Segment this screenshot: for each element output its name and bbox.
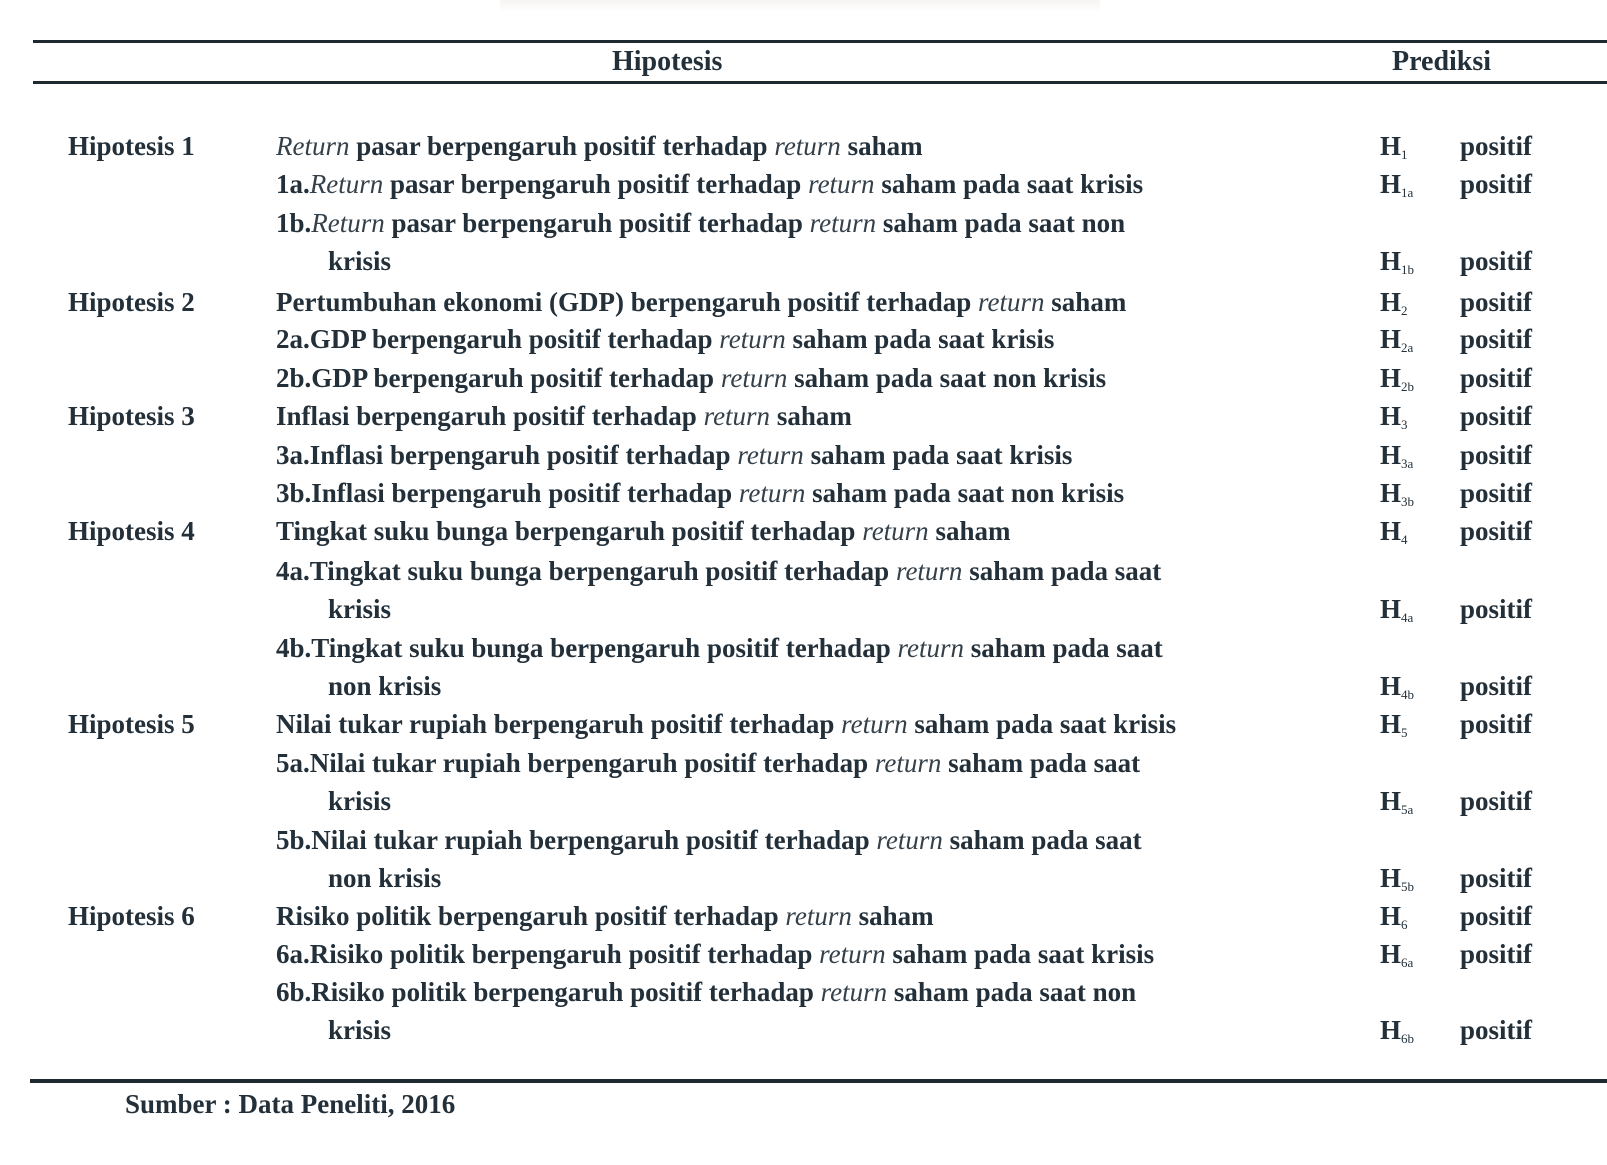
hypothesis-code-subscript: 2a — [1401, 340, 1414, 355]
sub-hypothesis-number: 3b. — [276, 478, 312, 508]
statement-text-end: saham — [928, 516, 1011, 546]
hypothesis-code-base: H — [1380, 594, 1402, 624]
prediction-value: positif — [1460, 863, 1533, 893]
table-bottom-rule — [30, 1079, 1607, 1083]
prediction-value: positif — [1460, 516, 1533, 546]
hypothesis-statement — [276, 436, 1336, 474]
statement-text: Nilai tukar rupiah berpengaruh positif terhadap — [309, 748, 875, 778]
hypothesis-code — [1380, 1011, 1414, 1058]
table-top-rule — [33, 40, 1607, 43]
statement-continuation: non krisis — [328, 671, 442, 701]
italic-term: return — [862, 516, 929, 546]
italic-term: return — [785, 901, 852, 931]
hypothesis-code-subscript: 1b — [1401, 262, 1415, 277]
hypothesis-code-subscript: 5a — [1401, 802, 1414, 817]
sub-hypothesis-number: 5b. — [276, 825, 312, 855]
italic-term: Return — [311, 208, 385, 238]
statement-text: Risiko politik berpengaruh positif terhadap — [276, 901, 786, 931]
prediction-value: positif — [1460, 1015, 1533, 1045]
prediction-value: positif — [1460, 324, 1533, 354]
statement-text-end: saham — [851, 901, 934, 931]
statement-continuation: non krisis — [328, 863, 442, 893]
italic-term: return — [808, 169, 875, 199]
hypothesis-code — [1380, 705, 1408, 752]
hypothesis-code — [1380, 935, 1413, 982]
italic-term: return — [895, 556, 963, 586]
statement-text-end: saham pada saat non — [876, 208, 1126, 238]
prediction-value: positif — [1460, 671, 1533, 701]
statement-text: pasar berpengaruh positif terhadap — [384, 208, 810, 238]
italic-term: return — [841, 709, 908, 739]
prediction-value: positif — [1460, 478, 1533, 508]
italic-term: return — [819, 939, 886, 969]
statement-text-end: saham pada saat — [942, 825, 1142, 855]
hypothesis-code-subscript: 4a — [1401, 610, 1414, 625]
table-source-note: Sumber : Data Peneliti, 2016 — [125, 1089, 456, 1119]
column-header-hypothesis: Hipotesis — [612, 46, 723, 77]
hypothesis-code-base: H — [1380, 169, 1402, 199]
italic-term: return — [774, 131, 841, 161]
prediction-value: positif — [1460, 169, 1533, 199]
hypothesis-label: Hipotesis 3 — [68, 401, 195, 431]
prediction-value: positif — [1460, 786, 1533, 816]
prediction-value: positif — [1460, 440, 1533, 470]
hypothesis-statement — [276, 552, 1336, 628]
hypothesis-code-subscript: 2b — [1401, 379, 1415, 394]
statement-text: Tingkat suku bunga berpengaruh positif terhadap — [311, 633, 898, 663]
hypothesis-statement — [276, 705, 1336, 743]
hypothesis-code-base: H — [1380, 287, 1402, 317]
hypothesis-code-subscript: 3b — [1401, 494, 1415, 509]
sub-hypothesis-number: 6a. — [276, 939, 310, 969]
table-header-rule — [33, 81, 1607, 84]
hypothesis-code-subscript: 5 — [1401, 725, 1408, 740]
hypothesis-label: Hipotesis 1 — [68, 131, 195, 161]
hypothesis-statement — [276, 973, 1336, 1049]
hypothesis-statement — [276, 744, 1336, 820]
italic-term: return — [719, 324, 786, 354]
sub-hypothesis-number: 6b. — [276, 977, 312, 1007]
hypothesis-label: Hipotesis 2 — [68, 287, 195, 317]
hypothesis-label: Hipotesis 5 — [68, 709, 195, 739]
statement-text: pasar berpengaruh positif terhadap — [349, 131, 775, 161]
sub-hypothesis-number: 2b. — [276, 363, 312, 393]
hypothesis-code — [1380, 242, 1414, 289]
statement-text-end: saham pada saat non krisis — [805, 478, 1125, 508]
sub-hypothesis-number: 5a. — [276, 748, 310, 778]
hypothesis-statement — [276, 897, 1336, 935]
sub-hypothesis-number: 4a. — [276, 556, 310, 586]
hypothesis-statement — [276, 935, 1336, 973]
hypothesis-code-subscript: 1a — [1401, 185, 1414, 200]
statement-text: pasar berpengaruh positif terhadap — [383, 169, 809, 199]
hypothesis-statement — [276, 165, 1336, 203]
statement-text: GDP berpengaruh positif terhadap — [311, 363, 721, 393]
italic-term: Return — [309, 169, 384, 199]
hypothesis-code-base: H — [1380, 863, 1402, 893]
statement-text: Tingkat suku bunga berpengaruh positif terhadap — [276, 516, 863, 546]
statement-text-end: saham pada saat krisis — [907, 709, 1177, 739]
hypothesis-code-subscript: 5b — [1401, 879, 1415, 894]
italic-term: return — [876, 825, 943, 855]
prediction-value: positif — [1460, 901, 1533, 931]
hypothesis-statement — [276, 204, 1336, 280]
hypothesis-label: Hipotesis 6 — [68, 901, 195, 931]
hypothesis-code-base: H — [1380, 516, 1402, 546]
statement-text-end: saham pada saat krisis — [885, 939, 1155, 969]
statement-text-end: saham — [770, 401, 852, 431]
hypothesis-code-subscript: 3a — [1401, 456, 1414, 471]
italic-term: return — [809, 208, 877, 238]
hypothesis-code-subscript: 6a — [1401, 955, 1414, 970]
hypothesis-statement — [276, 474, 1336, 512]
sub-hypothesis-number: 1b. — [276, 208, 312, 238]
hypothesis-code-base: H — [1380, 786, 1402, 816]
statement-text-end: saham — [1044, 287, 1127, 317]
italic-term: return — [820, 977, 888, 1007]
hypothesis-statement — [276, 397, 1336, 435]
prediction-value: positif — [1460, 709, 1533, 739]
italic-term: return — [737, 440, 804, 470]
hypothesis-statement — [276, 359, 1336, 397]
statement-text: Tingkat suku bunga berpengaruh positif terhadap — [309, 556, 896, 586]
prediction-value: positif — [1460, 401, 1533, 431]
italic-term: return — [874, 748, 942, 778]
statement-text-end: saham pada saat — [962, 556, 1162, 586]
statement-text-end: saham pada saat non krisis — [787, 363, 1107, 393]
statement-continuation: krisis — [328, 594, 392, 624]
hypothesis-statement — [276, 629, 1336, 705]
statement-continuation: krisis — [328, 1015, 392, 1045]
statement-text: Risiko politik berpengaruh positif terhadap — [311, 977, 821, 1007]
statement-text-end: saham pada saat krisis — [785, 324, 1055, 354]
sub-hypothesis-number: 1a. — [276, 169, 310, 199]
statement-text: GDP berpengaruh positif terhadap — [309, 324, 720, 354]
prediction-value: positif — [1460, 287, 1533, 317]
hypothesis-code-base: H — [1380, 671, 1402, 701]
hypothesis-code-base: H — [1380, 401, 1402, 431]
column-header-prediction: Prediksi — [1392, 46, 1492, 77]
hypothesis-code-base: H — [1380, 324, 1402, 354]
hypothesis-code-base: H — [1380, 1015, 1402, 1045]
statement-text: Inflasi berpengaruh positif terhadap — [311, 478, 739, 508]
statement-text: Inflasi berpengaruh positif terhadap — [276, 401, 704, 431]
hypothesis-code-subscript: 3 — [1401, 417, 1408, 432]
hypothesis-code-subscript: 6b — [1401, 1031, 1415, 1046]
prediction-value: positif — [1460, 363, 1533, 393]
statement-text: Pertumbuhan ekonomi (GDP) berpengaruh positif terhadap — [276, 287, 979, 317]
hypothesis-code — [1380, 512, 1408, 559]
hypothesis-code-subscript: 1 — [1401, 147, 1408, 162]
statement-text-end: saham pada saat non — [887, 977, 1137, 1007]
hypothesis-code-subscript: 4 — [1401, 532, 1408, 547]
hypothesis-code-base: H — [1380, 363, 1402, 393]
prediction-value: positif — [1460, 246, 1533, 276]
hypothesis-code — [1380, 165, 1413, 212]
statement-text-end: saham pada saat krisis — [803, 440, 1073, 470]
hypothesis-code-base: H — [1380, 440, 1402, 470]
statement-text-end: saham pada saat — [963, 633, 1163, 663]
italic-term: return — [738, 478, 806, 508]
prediction-value: positif — [1460, 131, 1533, 161]
hypothesis-code — [1380, 590, 1413, 637]
italic-term: return — [720, 363, 788, 393]
hypothesis-code-base: H — [1380, 478, 1402, 508]
statement-text-end: saham pada saat — [941, 748, 1141, 778]
statement-text-end: saham pada saat krisis — [874, 169, 1144, 199]
italic-term: return — [978, 287, 1045, 317]
hypothesis-statement — [276, 283, 1336, 321]
hypothesis-code-subscript: 2 — [1401, 303, 1408, 318]
statement-text-end: saham — [840, 131, 923, 161]
statement-continuation: krisis — [328, 786, 392, 816]
cropped-table-caption — [500, 0, 1100, 12]
italic-term: return — [897, 633, 964, 663]
hypothesis-code-base: H — [1380, 939, 1402, 969]
statement-text: Nilai tukar rupiah berpengaruh positif terhadap — [276, 709, 842, 739]
statement-continuation: krisis — [328, 246, 392, 276]
italic-term: return — [703, 401, 771, 431]
statement-text: Risiko politik berpengaruh positif terhadap — [309, 939, 820, 969]
hypothesis-code-base: H — [1380, 246, 1402, 276]
statement-text: Nilai tukar rupiah berpengaruh positif terhadap — [311, 825, 877, 855]
hypothesis-statement — [276, 512, 1336, 550]
hypothesis-code-subscript: 4b — [1401, 687, 1415, 702]
hypothesis-statement — [276, 320, 1336, 358]
statement-text: Inflasi berpengaruh positif terhadap — [309, 440, 738, 470]
sub-hypothesis-number: 4b. — [276, 633, 312, 663]
sub-hypothesis-number: 3a. — [276, 440, 310, 470]
hypothesis-statement — [276, 821, 1336, 897]
hypothesis-code-base: H — [1380, 131, 1402, 161]
hypothesis-code-subscript: 6 — [1401, 917, 1408, 932]
prediction-value: positif — [1460, 939, 1533, 969]
hypothesis-code-base: H — [1380, 709, 1402, 739]
sub-hypothesis-number: 2a. — [276, 324, 310, 354]
hypothesis-label: Hipotesis 4 — [68, 516, 195, 546]
hypothesis-code — [1380, 782, 1413, 829]
prediction-value: positif — [1460, 594, 1533, 624]
hypothesis-code-base: H — [1380, 901, 1402, 931]
hypothesis-statement — [276, 127, 1336, 165]
italic-term: Return — [276, 131, 350, 161]
